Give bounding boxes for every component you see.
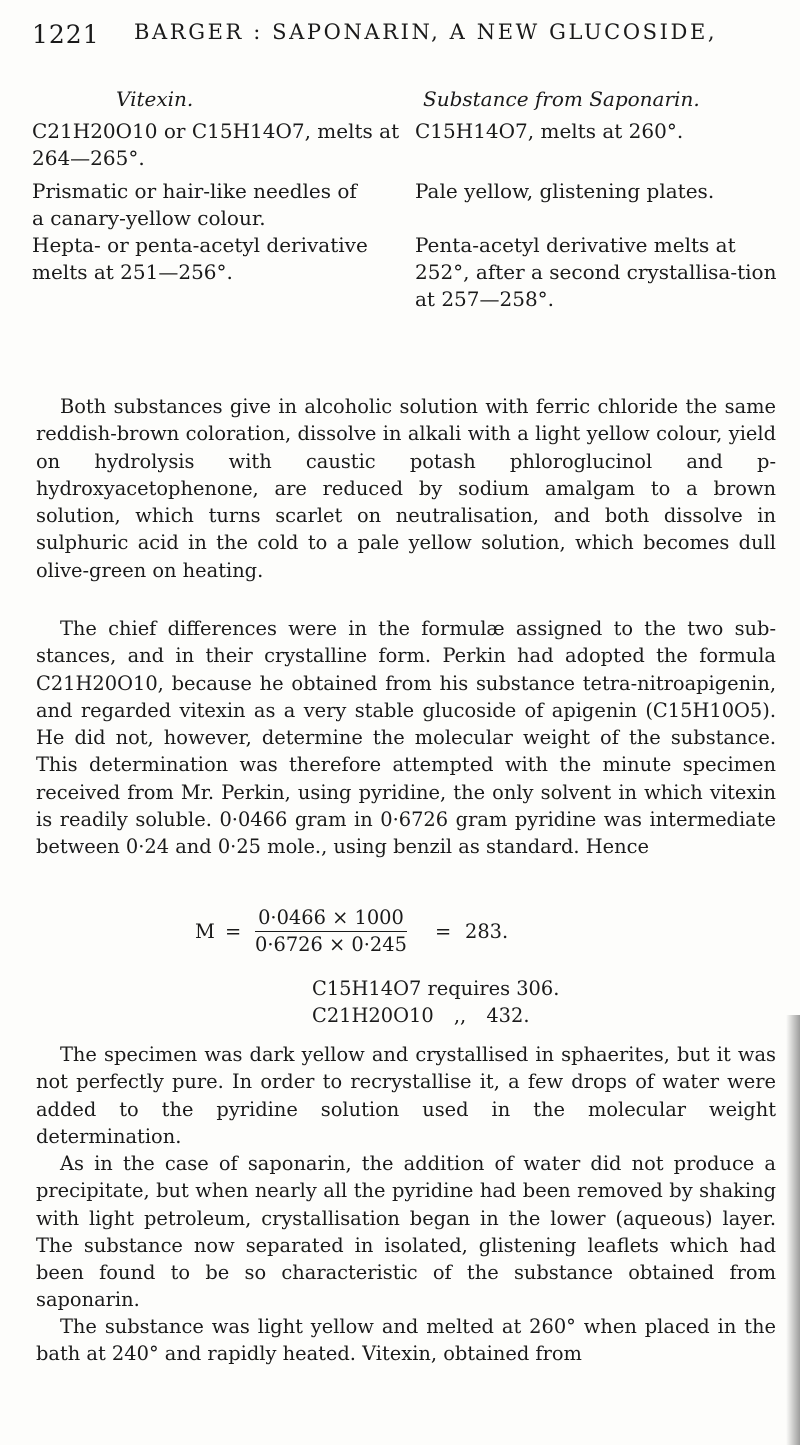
equation-lhs: M [195, 920, 215, 943]
running-title: BARGER : SAPONARIN, A NEW GLUCOSIDE, [134, 20, 718, 44]
paragraph-1: Both substances give in alcoholic solution with ferric chloride the same reddish-brown coloration, dissolve in alkali with a light yellow colour, yield on hydrolysis with caustic potash phloroglucinol and p-hydroxyacetophenone, are reduced by sodium amalgam to a brown solution, which turns scarlet on neutralisation, and both dissolve in sulphuric acid in the cold to a pale yellow solution, which becomes dull olive-green on heating. [36, 395, 776, 582]
vitexin-crystals: Prismatic or hair-like needles of a canary-yellow colour. [32, 179, 357, 230]
paragraph-3: The specimen was dark yellow and crystallised in sphaerites, but it was not perfectly pure. In order to recrystallise it, a few drops of water were added to the pyridine solution used in the molecular weight determination. [36, 1043, 776, 1148]
saponarin-crystals: Pale yellow, glistening plates. [415, 179, 715, 203]
requirement-value-2: 432. [486, 1004, 530, 1027]
formula-requirements [312, 977, 652, 1037]
page-number: 1221 [32, 20, 100, 49]
paragraph-4: As in the case of saponarin, the addition of water did not produce a precipitate, but when nearly all the pyridine had been removed by shaking with light petroleum, crystallisation began in the lower (aqueous) layer. The substance now separated in isolated, glistening leaflets which had been found to be so characteristic of the substance obtained from saponarin. [36, 1152, 776, 1312]
molecular-weight-equation [195, 905, 615, 965]
saponarin-formula-line [415, 118, 683, 145]
saponarin-melts: , melts at 260°. [527, 119, 684, 143]
saponarin-acetyl: Penta-acetyl derivative melts at 252°, after a second crystallisa-tion at 257—258°. [415, 233, 777, 311]
paragraph-2: The chief differences were in the formulæ assigned to the two sub-stances, and in their crystalline form. Perkin had adopted the formula C21H20O10, because he obtained from his substance tetra-nitroapigenin, and regarded vitexin as a very stable glucoside of apigenin (C15H10O5). He did not, however, determine the molecular weight of the substance. This determination was therefore attempted with the minute specimen received from Mr. Perkin, using pyridine, the only solvent in which vitexin is readily soluble. 0·0466 gram in 0·6726 gram pyridine was intermediate between 0·24 and 0·25 mole., using benzil as standard. Hence [36, 617, 776, 859]
equation-fraction [255, 905, 407, 958]
vitexin-formula-b: C15H14O7 [191, 119, 305, 143]
requirement-formula-1: C15H14O7 [312, 977, 422, 1000]
vitexin-melts-prefix: , melts at [304, 119, 400, 143]
saponarin-heading: Substance from Saponarin. [423, 87, 700, 111]
equation-equals: = [225, 920, 242, 943]
vitexin-formula-line [32, 118, 399, 145]
paragraph-5: The substance was light yellow and melted at 260° when placed in the bath at 240° and rapidly heated. Vitexin, obtained from [36, 1315, 776, 1366]
running-header [32, 20, 792, 60]
requirement-row-2 [312, 1004, 530, 1027]
vitexin-melting-range: 264—265°. [32, 146, 145, 170]
vitexin-formula-a: C21H20O10 [32, 119, 158, 143]
vitexin-column [32, 86, 400, 386]
equation-numerator: 0·0466 × 1000 [255, 905, 407, 932]
vitexin-acetyl: Hepta- or penta-acetyl derivative melts at 251—256°. [32, 233, 368, 284]
requirement-text-1: requires 306. [427, 977, 560, 1000]
requirement-formula-2: C21H20O10 [312, 1004, 434, 1027]
equation-equals-2: = [435, 920, 452, 943]
equation-result: 283. [465, 920, 509, 943]
equation-denominator: 0·6726 × 0·245 [255, 933, 407, 956]
vitexin-heading: Vitexin. [116, 87, 194, 111]
requirement-row-1 [312, 977, 559, 1000]
formula-or: or [163, 119, 186, 143]
saponarin-substance-column [415, 86, 780, 386]
requirement-ditto: ,, [453, 1004, 467, 1027]
saponarin-formula: C15H14O7 [415, 119, 528, 143]
page-binding-shadow [786, 1015, 800, 1445]
